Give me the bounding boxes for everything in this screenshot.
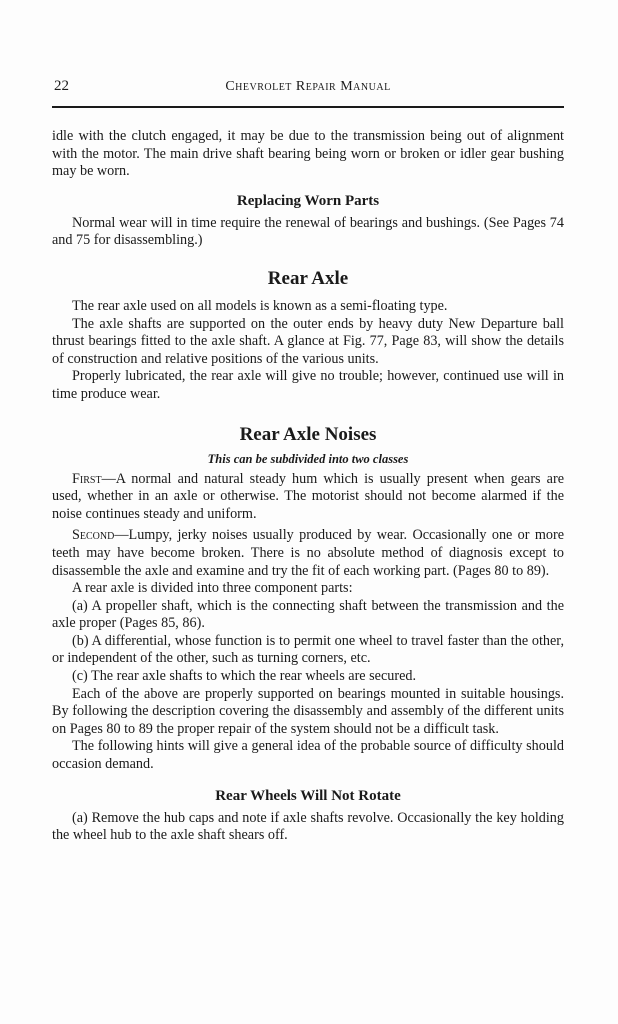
paragraph: A rear axle is divided into three component parts:	[72, 580, 353, 597]
first-text: —A normal and natural steady hum which is usually present when gears are used, whether in an axle or otherwise. The motorist should not become alarmed if the noise continues steady and uniform.	[52, 470, 564, 522]
paragraph: (b) A differential, whose function is to permit one wheel to travel faster than the other, or independent of the other, such as turning corners, etc.	[52, 632, 564, 667]
paragraph: Each of the above are properly supported on bearings mounted in suitable housings. By following the description covering the disassembly and assembly of the different units on Pages 80 to 89 the proper repair of the system should not be a difficult task.	[52, 685, 564, 737]
paragraph-second	[52, 527, 564, 580]
first-label: First	[72, 470, 102, 487]
running-head	[52, 78, 564, 98]
heading-rear-axle: Rear Axle	[267, 267, 349, 289]
paragraph: (a) A propeller shaft, which is the connecting shaft between the transmission and the axle proper (Pages 85, 86).	[52, 597, 564, 632]
second-text: —Lumpy, jerky noises usually produced by wear. Occasionally one or more teeth may have become broken. There is no absolute method of diagnosis except to disassemble the axle and examine and try the fit of each working part. (Pages 80 to 89).	[52, 527, 564, 579]
paragraph-first	[52, 471, 564, 524]
paragraph: (a) Remove the hub caps and note if axle shafts revolve. Occasionally the key holding the wheel hub to the axle shaft shears off.	[52, 809, 564, 844]
header-rule	[52, 106, 564, 108]
page-body	[52, 128, 564, 845]
paragraph: The axle shafts are supported on the outer ends by heavy duty New Departure ball thrust bearings fitted to the axle shaft. A glance at Fig. 77, Page 83, will show the details of construction and relative positions of the various units.	[52, 315, 564, 367]
paragraph: Properly lubricated, the rear axle will give no trouble; however, continued use will in time produce wear.	[52, 368, 564, 402]
paragraph: (c) The rear axle shafts to which the rear wheels are secured.	[72, 668, 417, 685]
running-title: Chevrolet Repair Manual	[225, 79, 391, 94]
paragraph: The following hints will give a general idea of the probable source of difficulty should occasion demand.	[52, 738, 564, 773]
heading-rear-axle-noises: Rear Axle Noises	[239, 423, 377, 445]
paragraph: The rear axle used on all models is known as a semi-floating type.	[72, 297, 448, 314]
page-number: 22	[54, 78, 69, 94]
heading-replacing-worn-parts: Replacing Worn Parts	[236, 192, 380, 209]
heading-rear-wheels-will-not-rotate: Rear Wheels Will Not Rotate	[215, 787, 401, 804]
section-subtitle: This can be subdivided into two classes	[207, 451, 409, 466]
paragraph: Normal wear will in time require the renewal of bearings and bushings. (See Pages 74 and 75 for disassembling.)	[52, 214, 564, 249]
second-label: Second	[72, 527, 115, 544]
intro-paragraph: idle with the clutch engaged, it may be due to the transmission being out of alignment with the motor. The main drive shaft bearing being worn or broken or idler gear bushing may be worn.	[52, 128, 564, 180]
